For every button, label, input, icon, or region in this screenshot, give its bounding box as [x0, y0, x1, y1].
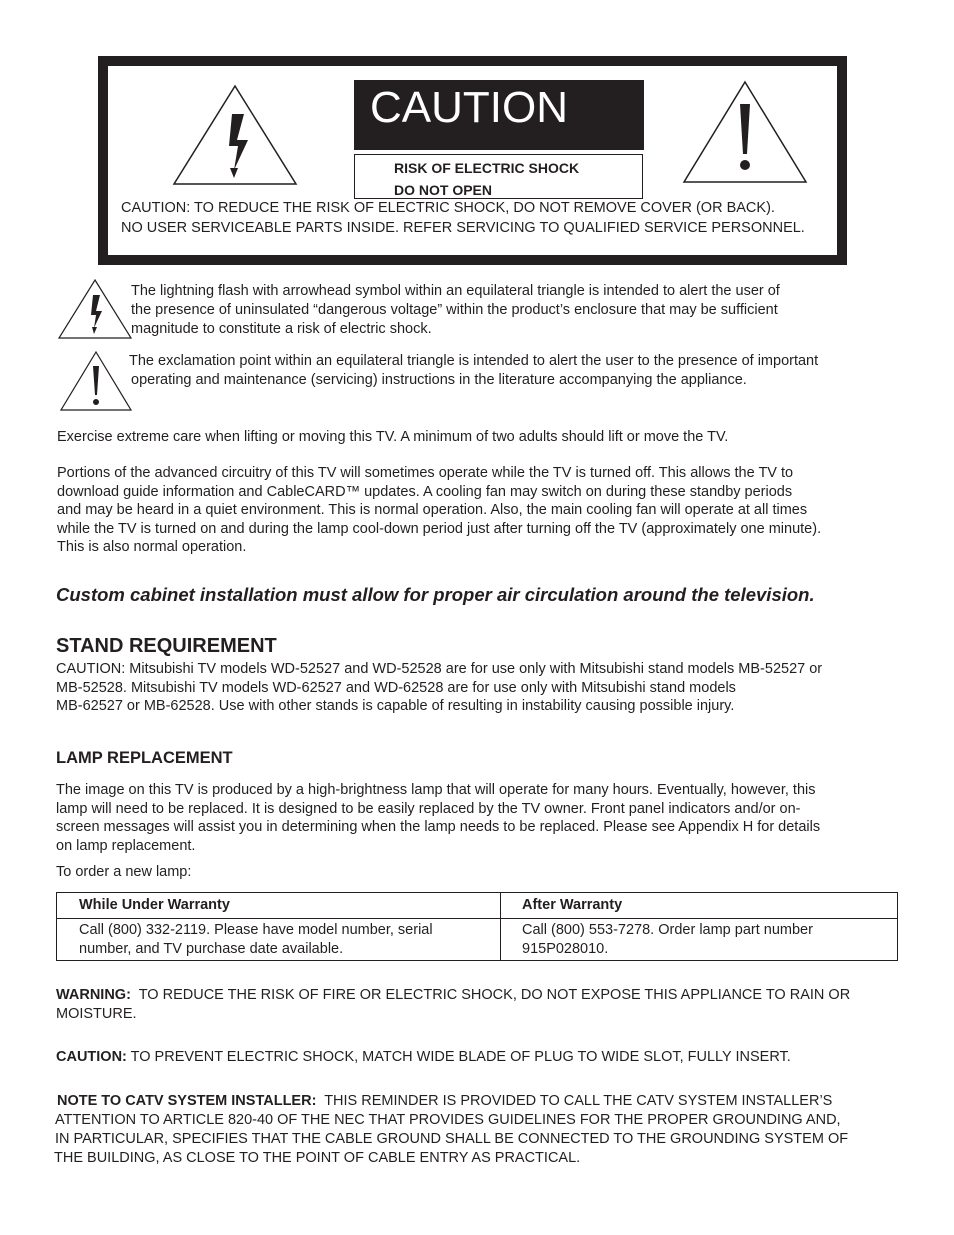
exclamation-line-2: operating and maintenance (servicing) instructions in the literature accompanying the appliance.: [131, 372, 747, 388]
stand-line-2: MB-52528. Mitsubishi TV models WD-62527 and WD-62528 are for use only with Mitsubishi stand models: [56, 679, 736, 696]
caution-plug-text: TO PREVENT ELECTRIC SHOCK, MATCH WIDE BLADE OF PLUG TO WIDE SLOT, FULLY INSERT.: [126, 1049, 791, 1065]
lightning-warning-icon: [172, 84, 298, 186]
table-header-row: [57, 893, 898, 919]
lamp-line-3: screen messages will assist you in determining when the lamp needs to be replaced. Please see Appendix H for details: [56, 819, 821, 835]
caution-plug-notice: [56, 1048, 791, 1067]
header-under-warranty: While Under Warranty: [57, 893, 501, 919]
lightning-line-3: magnitude to constitute a risk of electric shock.: [131, 321, 432, 337]
stand-line-1: CAUTION: Mitsubishi TV models WD-52527 and WD-52528 are for use only with Mitsubishi stand models MB-52527 or: [56, 661, 823, 677]
cell-after-warranty-line-2: 915P028010.: [522, 941, 609, 957]
lightning-symbol-description: [131, 282, 780, 339]
circuitry-line-5: This is also normal operation.: [57, 539, 247, 555]
lamp-replacement-heading: LAMP REPLACEMENT: [56, 749, 233, 767]
exclamation-symbol-description: [129, 352, 818, 390]
lightning-line-2: the presence of uninsulated “dangerous voltage” within the product’s enclosure that may be sufficient: [131, 302, 778, 318]
circuitry-paragraph: [57, 464, 821, 557]
catv-label: NOTE TO CATV SYSTEM INSTALLER:: [57, 1093, 317, 1109]
risk-of-shock-box: [354, 154, 643, 199]
catv-line-3: IN PARTICULAR, SPECIFIES THAT THE CABLE GROUND SHALL BE CONNECTED TO THE GROUNDING SYSTEM OF: [55, 1131, 849, 1147]
cabinet-installation-note: Custom cabinet installation must allow for proper air circulation around the television.: [56, 584, 815, 605]
catv-line-4: THE BUILDING, AS CLOSE TO THE POINT OF CABLE ENTRY AS PRACTICAL.: [54, 1150, 581, 1166]
catv-line-1: [55, 1092, 848, 1111]
lamp-line-2: lamp will need to be replaced. It is designed to be easily replaced by the TV owner. Front panel indicators and/or on-: [56, 800, 801, 817]
cell-after-warranty: [501, 919, 898, 961]
caution-plug-label: CAUTION:: [56, 1049, 127, 1065]
exclamation-symbol-icon: [59, 350, 133, 412]
warning-notice: [56, 986, 850, 1024]
table-row: [57, 919, 898, 961]
exclamation-line-1: The exclamation point within an equilateral triangle is intended to alert the user to the presence of important: [129, 353, 819, 369]
lightning-line-1: The lightning flash with arrowhead symbol within an equilateral triangle is intended to alert the user of: [131, 283, 780, 299]
lifting-paragraph: Exercise extreme care when lifting or moving this TV. A minimum of two adults should lift or move the TV.: [57, 429, 729, 445]
stand-requirement-heading: STAND REQUIREMENT: [56, 635, 277, 657]
circuitry-line-2: download guide information and CableCARD™ updates. A cooling fan may switch on during these standby periods: [57, 483, 793, 500]
cell-under-warranty-line-1: Call (800) 332-2119. Please have model number, serial: [79, 922, 433, 938]
caution-text-line-1: CAUTION: TO REDUCE THE RISK OF ELECTRIC SHOCK, DO NOT REMOVE COVER (OR BACK).: [121, 200, 775, 216]
lamp-replacement-text: [56, 781, 820, 855]
header-after-warranty: After Warranty: [501, 893, 898, 919]
circuitry-line-3: and may be heard in a quiet environment. This is normal operation. Also, the main cooling fan will operate at all times: [57, 502, 808, 518]
catv-text-1: THIS REMINDER IS PROVIDED TO CALL THE CATV SYSTEM INSTALLER’S: [316, 1093, 833, 1109]
catv-installer-note: [55, 1092, 848, 1168]
circuitry-line-1: Portions of the advanced circuitry of this TV will sometimes operate while the TV is turned off. This allows the TV to: [57, 465, 794, 481]
order-lamp-label: To order a new lamp:: [56, 864, 192, 880]
lightning-symbol-icon: [57, 278, 133, 340]
lamp-line-4: on lamp replacement.: [56, 837, 196, 854]
stand-line-3: MB-62527 or MB-62528. Use with other stands is capable of resulting in instability causing possible injury.: [56, 698, 735, 714]
caution-text-line-2: NO USER SERVICEABLE PARTS INSIDE. REFER SERVICING TO QUALIFIED SERVICE PERSONNEL.: [121, 219, 805, 236]
risk-line-1: RISK OF ELECTRIC SHOCK: [394, 160, 580, 176]
lamp-order-table: [56, 892, 898, 961]
warning-text: TO REDUCE THE RISK OF FIRE OR ELECTRIC SHOCK, DO NOT EXPOSE THIS APPLIANCE TO RAIN OR: [130, 987, 851, 1003]
warning-line-2: MOISTURE.: [56, 1006, 137, 1022]
circuitry-line-4: while the TV is turned on and during the lamp cool-down period just after turning off the TV (approximately one minute).: [57, 520, 822, 537]
cell-after-warranty-line-1: Call (800) 553-7278. Order lamp part number: [522, 922, 813, 938]
cell-under-warranty-line-2: number, and TV purchase date available.: [79, 941, 344, 957]
stand-requirement-text: [56, 660, 822, 716]
warning-label: WARNING:: [56, 987, 131, 1003]
risk-line-2: DO NOT OPEN: [394, 182, 493, 198]
caution-panel-text: [121, 199, 805, 238]
cell-under-warranty: [57, 919, 501, 961]
warning-line-1: [56, 986, 850, 1005]
lamp-line-1: The image on this TV is produced by a high-brightness lamp that will operate for many hours. Eventually, however, this: [56, 782, 816, 798]
caution-title: CAUTION: [354, 80, 644, 150]
catv-line-2: ATTENTION TO ARTICLE 820-40 OF THE NEC THAT PROVIDES GUIDELINES FOR THE PROPER GROUNDING AND,: [55, 1112, 841, 1128]
exclamation-warning-icon: [682, 80, 808, 184]
